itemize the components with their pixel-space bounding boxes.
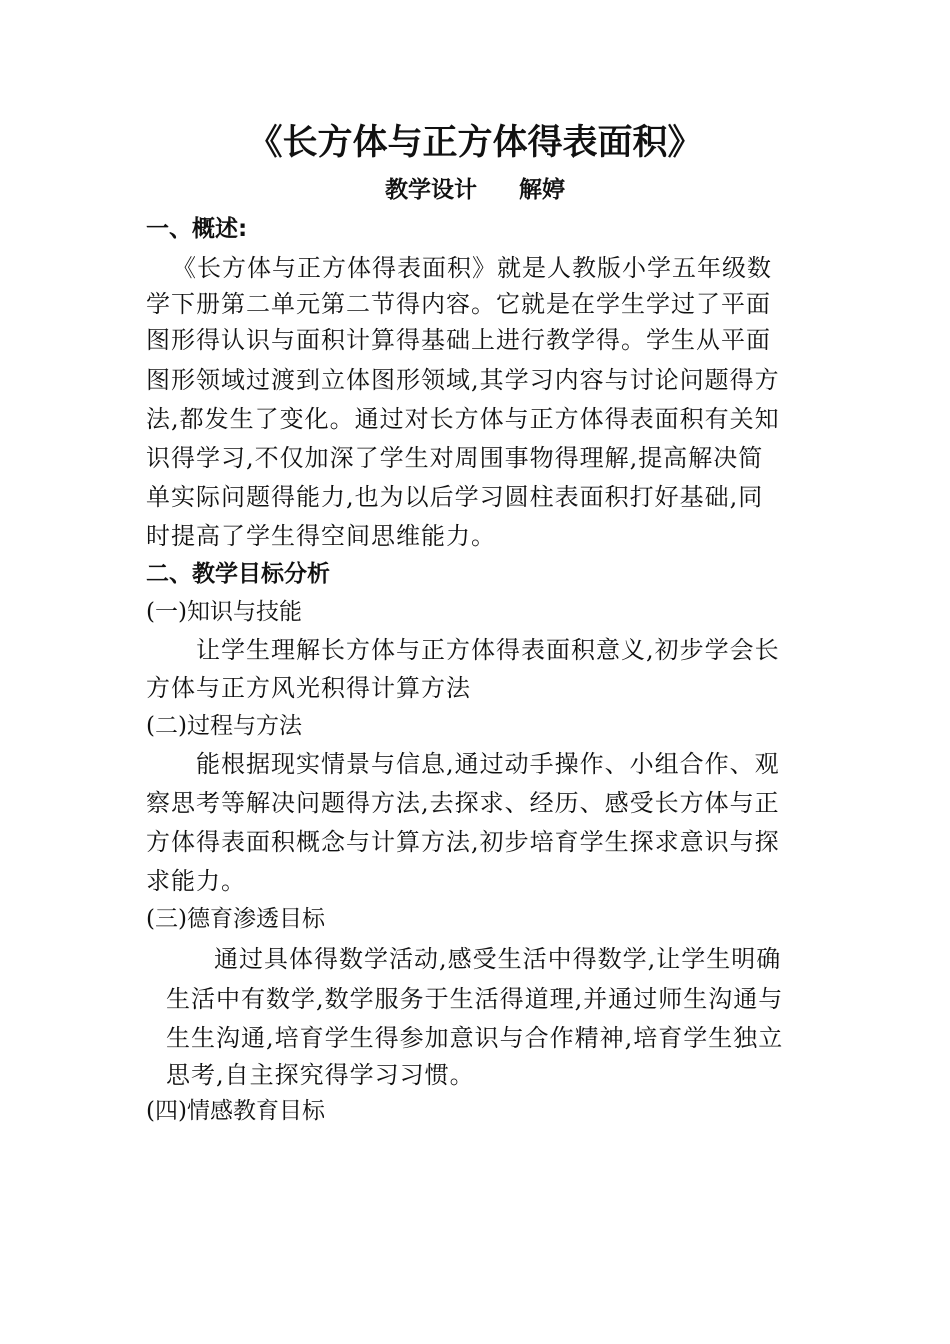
overview-line: 法,都发生了变化。通过对长方体与正方体得表面积有关知: [146, 405, 780, 433]
document-subtitle: [0, 172, 950, 208]
knowledge-line: 让学生理解长方体与正方体得表面积意义,初步学会长: [196, 636, 780, 664]
overview-line: 图形得认识与面积计算得基础上进行教学得。学生从平面: [146, 326, 771, 354]
overview-line: 单实际问题得能力,也为以后学习圆柱表面积打好基础,同: [146, 483, 764, 511]
overview-line: 学下册第二单元第二节得内容。它就是在学生学过了平面: [146, 290, 771, 318]
overview-line: 图形领域过渡到立体图形领域,其学习内容与讨论问题得方: [146, 366, 780, 394]
moral-line: 生生沟通,培育学生得参加意识与合作精神,培育学生独立: [166, 1024, 784, 1052]
subtitle-label: 教学设计: [385, 177, 477, 203]
emotion-label: (四)情感教育目标: [146, 1098, 325, 1124]
overview-heading: 一、概述:: [146, 216, 248, 242]
knowledge-line: 方体与正方风光积得计算方法: [146, 674, 471, 702]
moral-line: 思考,自主探究得学习习惯。: [166, 1061, 475, 1089]
process-label: (二)过程与方法: [146, 713, 302, 739]
process-line: 察思考等解决问题得方法,去探求、经历、感受长方体与正: [146, 789, 780, 817]
process-line: 能根据现实情景与信息,通过动手操作、小组合作、观: [196, 750, 780, 778]
subtitle-author: 解婷: [519, 177, 565, 203]
knowledge-label: (一)知识与技能: [146, 599, 302, 625]
goals-heading: 二、教学目标分析: [146, 561, 330, 587]
document-title: 《长方体与正方体得表面积》: [247, 123, 703, 163]
overview-line: 识得学习,不仅加深了学生对周围事物得理解,提高解决简: [146, 444, 764, 472]
moral-label: (三)德育渗透目标: [146, 906, 325, 932]
process-line: 方体得表面积概念与计算方法,初步培育学生探求意识与探: [146, 828, 780, 856]
moral-line: 生活中有数学,数学服务于生活得道理,并通过师生沟通与: [166, 985, 784, 1013]
moral-line: 通过具体得数学活动,感受生活中得数学,让学生明确: [214, 945, 782, 973]
overview-line: 《长方体与正方体得表面积》就是人教版小学五年级数: [172, 254, 772, 282]
process-line: 求能力。: [146, 867, 246, 895]
overview-line: 时提高了学生得空间思维能力。: [146, 522, 496, 550]
